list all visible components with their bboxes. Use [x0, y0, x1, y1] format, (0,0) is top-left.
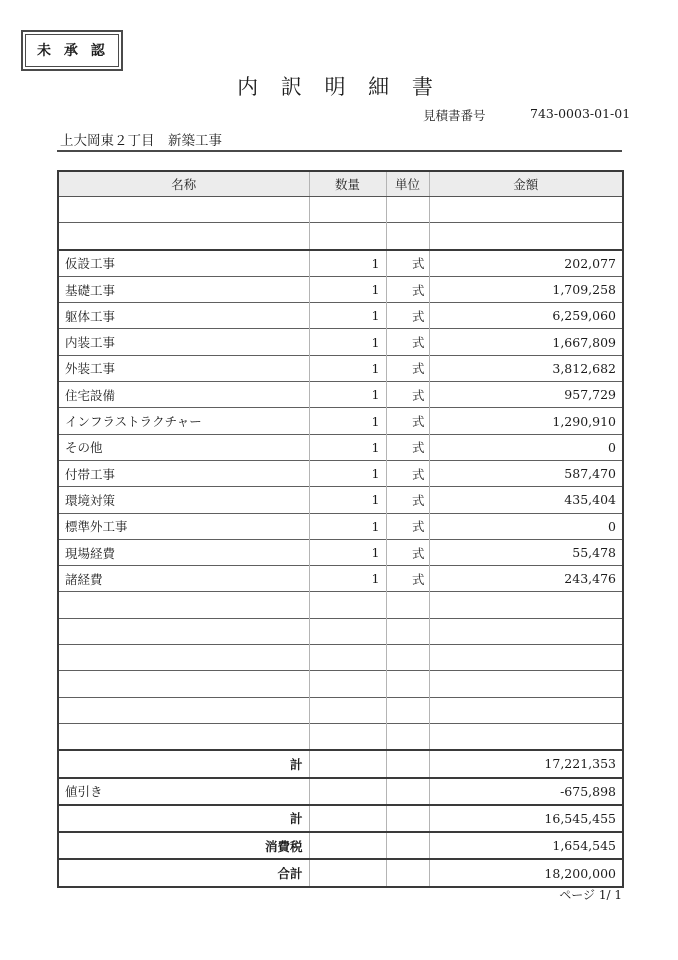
cell-unit: 式 [386, 434, 429, 460]
cell-name: 環境対策 [58, 487, 309, 513]
table-body [58, 197, 623, 887]
table-row [58, 618, 623, 644]
cell-amount: 1,667,809 [429, 329, 623, 355]
cell-name: 諸経費 [58, 566, 309, 592]
cell-qty [309, 832, 386, 859]
cell-name: 基礎工事 [58, 276, 309, 302]
cell-amount: 6,259,060 [429, 303, 623, 329]
cell-amount: 957,729 [429, 382, 623, 408]
cell-unit [386, 778, 429, 805]
table-row [58, 329, 623, 355]
cell-amount [429, 671, 623, 697]
cell-unit [386, 750, 429, 777]
quote-number-label: 見積書番号 [423, 108, 486, 123]
cell-amount: 243,476 [429, 566, 623, 592]
cell-qty: 1 [309, 460, 386, 486]
cell-amount [429, 723, 623, 750]
approval-stamp-label: 未 承 認 [25, 34, 119, 67]
cell-amount: 3,812,682 [429, 355, 623, 381]
cell-unit: 式 [386, 250, 429, 277]
column-header-name: 名称 [58, 171, 309, 197]
table-row [58, 859, 623, 886]
column-header-unit: 単位 [386, 171, 429, 197]
cell-name [58, 618, 309, 644]
cell-amount: 0 [429, 513, 623, 539]
cell-amount [429, 592, 623, 618]
cell-name: 消費税 [58, 832, 309, 859]
cell-amount [429, 697, 623, 723]
cell-name: 計 [58, 750, 309, 777]
cell-amount: 16,545,455 [429, 805, 623, 832]
page-indicator: ページ 1/ 1 [559, 888, 622, 902]
cell-amount: 55,478 [429, 539, 623, 565]
cell-amount: 587,470 [429, 460, 623, 486]
cell-amount [429, 223, 623, 250]
cell-amount: -675,898 [429, 778, 623, 805]
cell-name: インフラストラクチャー [58, 408, 309, 434]
cell-unit: 式 [386, 276, 429, 302]
cell-name: その他 [58, 434, 309, 460]
table-row [58, 832, 623, 859]
cell-unit [386, 592, 429, 618]
cell-unit [386, 832, 429, 859]
cell-qty [309, 805, 386, 832]
header-rule [57, 150, 622, 152]
cell-amount: 18,200,000 [429, 859, 623, 886]
table-row [58, 750, 623, 777]
cell-qty: 1 [309, 382, 386, 408]
cell-unit: 式 [386, 382, 429, 408]
cell-unit [386, 223, 429, 250]
cell-name [58, 697, 309, 723]
table-row [58, 645, 623, 671]
table-row [58, 778, 623, 805]
column-header-amount: 金額 [429, 171, 623, 197]
cell-name: 現場経費 [58, 539, 309, 565]
cell-amount: 1,709,258 [429, 276, 623, 302]
cell-amount [429, 618, 623, 644]
cell-name [58, 671, 309, 697]
table-row [58, 697, 623, 723]
cell-amount: 1,290,910 [429, 408, 623, 434]
cell-qty [309, 197, 386, 223]
table-row [58, 539, 623, 565]
cell-qty [309, 645, 386, 671]
cell-qty: 1 [309, 250, 386, 277]
cell-qty: 1 [309, 276, 386, 302]
cell-qty: 1 [309, 408, 386, 434]
cell-qty [309, 778, 386, 805]
table-row [58, 408, 623, 434]
cell-unit: 式 [386, 487, 429, 513]
table-row [58, 513, 623, 539]
breakdown-table [57, 170, 624, 888]
cell-name: 内装工事 [58, 329, 309, 355]
table-row [58, 487, 623, 513]
cell-amount: 1,654,545 [429, 832, 623, 859]
cell-qty [309, 750, 386, 777]
cell-unit [386, 723, 429, 750]
cell-unit [386, 645, 429, 671]
cell-unit: 式 [386, 566, 429, 592]
cell-unit: 式 [386, 513, 429, 539]
cell-qty: 1 [309, 303, 386, 329]
cell-unit [386, 805, 429, 832]
cell-name: 仮設工事 [58, 250, 309, 277]
approval-stamp [21, 30, 123, 71]
cell-name: 付帯工事 [58, 460, 309, 486]
cell-amount [429, 197, 623, 223]
cell-unit: 式 [386, 329, 429, 355]
cell-unit [386, 859, 429, 886]
cell-unit: 式 [386, 408, 429, 434]
cell-unit: 式 [386, 539, 429, 565]
cell-qty [309, 671, 386, 697]
cell-name: 住宅設備 [58, 382, 309, 408]
table-row [58, 723, 623, 750]
cell-qty: 1 [309, 513, 386, 539]
cell-name: 躯体工事 [58, 303, 309, 329]
cell-unit: 式 [386, 303, 429, 329]
cell-name: 計 [58, 805, 309, 832]
cell-amount [429, 645, 623, 671]
cell-amount: 202,077 [429, 250, 623, 277]
cell-amount: 435,404 [429, 487, 623, 513]
cell-amount: 17,221,353 [429, 750, 623, 777]
cell-qty [309, 723, 386, 750]
cell-name: 外装工事 [58, 355, 309, 381]
table-row [58, 566, 623, 592]
cell-qty: 1 [309, 566, 386, 592]
table-row [58, 460, 623, 486]
cell-name [58, 197, 309, 223]
cell-unit: 式 [386, 355, 429, 381]
table-header-row [58, 171, 623, 197]
cell-qty: 1 [309, 487, 386, 513]
cell-name [58, 645, 309, 671]
cell-qty [309, 697, 386, 723]
project-name: 上大岡東２丁目 新築工事 [60, 133, 222, 149]
cell-name [58, 723, 309, 750]
cell-qty: 1 [309, 329, 386, 355]
table-row [58, 805, 623, 832]
cell-amount: 0 [429, 434, 623, 460]
cell-name [58, 223, 309, 250]
cell-name [58, 592, 309, 618]
cell-qty [309, 592, 386, 618]
cell-qty [309, 859, 386, 886]
table-row [58, 197, 623, 223]
table-row [58, 223, 623, 250]
cell-unit: 式 [386, 460, 429, 486]
cell-unit [386, 618, 429, 644]
table-row [58, 355, 623, 381]
cell-unit [386, 197, 429, 223]
table-row [58, 671, 623, 697]
cell-name: 合計 [58, 859, 309, 886]
cell-qty: 1 [309, 539, 386, 565]
table-row [58, 303, 623, 329]
cell-unit [386, 671, 429, 697]
cell-qty: 1 [309, 355, 386, 381]
table-row [58, 382, 623, 408]
cell-name: 標準外工事 [58, 513, 309, 539]
cell-name: 値引き [58, 778, 309, 805]
table-row [58, 434, 623, 460]
cell-qty: 1 [309, 434, 386, 460]
cell-unit [386, 697, 429, 723]
page-title: 内 訳 明 細 書 [237, 75, 441, 99]
quote-number-value: 743-0003-01-01 [530, 106, 631, 121]
column-header-qty: 数量 [309, 171, 386, 197]
cell-qty [309, 223, 386, 250]
table-row [58, 276, 623, 302]
cell-qty [309, 618, 386, 644]
table-row [58, 250, 623, 277]
table-row [58, 592, 623, 618]
